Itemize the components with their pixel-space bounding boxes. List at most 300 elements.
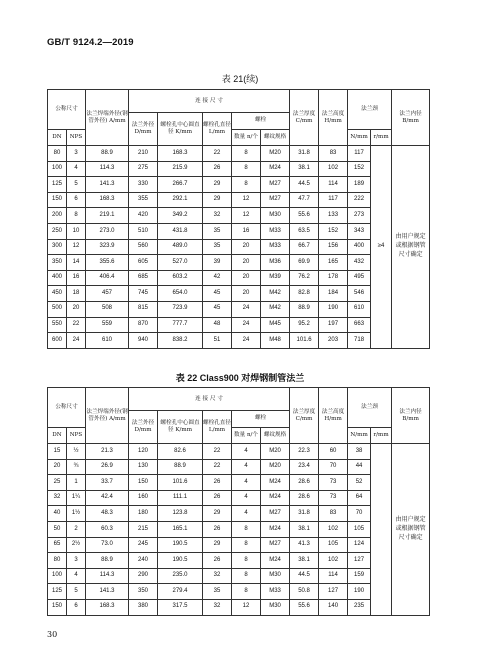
- neck-n-cell: 190: [348, 584, 371, 600]
- bolt-count-cell: 8: [232, 146, 261, 162]
- dn-cell: 500: [48, 301, 67, 317]
- nps-cell: 20: [67, 301, 86, 317]
- pipe-od-cell: 406.4: [86, 270, 129, 286]
- bolt-circle-cell: 215.9: [158, 161, 203, 177]
- bolt-hole-cell: 51: [203, 333, 232, 349]
- flange-od-cell: 215: [129, 521, 158, 537]
- nps-cell: 3: [67, 553, 86, 569]
- dn-cell: 15: [48, 444, 67, 460]
- bolt-count-cell: 12: [232, 599, 261, 615]
- bolt-thread-cell: M42: [261, 286, 290, 302]
- nps-cell: ¾: [67, 459, 86, 475]
- bolt-hole-cell: 26: [203, 161, 232, 177]
- bolt-circle-cell: 190.5: [158, 553, 203, 569]
- table-row: [48, 146, 430, 162]
- bolt-count-cell: 20: [232, 255, 261, 271]
- bolt-hole-cell: 26: [203, 521, 232, 537]
- bolt-count-header: 数量 n/个: [232, 427, 261, 444]
- table-22-caption: 表 22 Class900 对焊钢制管法兰: [175, 373, 305, 383]
- bolt-circle-cell: 489.0: [158, 239, 203, 255]
- pipe-od-cell: 42.4: [86, 490, 129, 506]
- height-cell: 114: [319, 568, 348, 584]
- thickness-header: 法兰厚度 C/mm: [290, 388, 319, 444]
- bolt-hole-cell: 29: [203, 177, 232, 193]
- thickness-cell: 44.5: [290, 177, 319, 193]
- height-cell: 197: [319, 317, 348, 333]
- bolt-hole-cell: 26: [203, 553, 232, 569]
- dn-cell: 125: [48, 584, 67, 600]
- dn-cell: 125: [48, 177, 67, 193]
- pipe-od-cell: 73.0: [86, 537, 129, 553]
- neck-r-cell: [371, 444, 392, 616]
- bolt-count-cell: 4: [232, 444, 261, 460]
- nps-cell: ½: [67, 444, 86, 460]
- height-cell: 60: [319, 444, 348, 460]
- flange-od-cell: 180: [129, 506, 158, 522]
- pipe-od-cell: 168.3: [86, 192, 129, 208]
- flange-od-cell: 560: [129, 239, 158, 255]
- bolt-thread-cell: M45: [261, 317, 290, 333]
- bolt-thread-cell: M30: [261, 208, 290, 224]
- flange-od-cell: 355: [129, 192, 158, 208]
- bolt-circle-cell: 349.2: [158, 208, 203, 224]
- dn-cell: 25: [48, 475, 67, 491]
- bolt-circle-cell: 654.0: [158, 286, 203, 302]
- flange-od-cell: 510: [129, 223, 158, 239]
- pipe-od-cell: 323.9: [86, 239, 129, 255]
- bolt-count-cell: 16: [232, 223, 261, 239]
- pipe-od-header: 法兰焊端外径(钢管外径) A/mm: [86, 90, 129, 146]
- dn-cell: 40: [48, 506, 67, 522]
- bolt-thread-cell: M30: [261, 568, 290, 584]
- thickness-header: 法兰厚度 C/mm: [290, 90, 319, 146]
- neck-header: 法兰颈: [348, 90, 392, 130]
- neck-n-cell: 343: [348, 223, 371, 239]
- height-cell: 184: [319, 286, 348, 302]
- bolt-count-cell: 8: [232, 537, 261, 553]
- neck-n-cell: 152: [348, 161, 371, 177]
- dn-header: DN: [48, 427, 67, 444]
- bolt-count-cell: 12: [232, 208, 261, 224]
- nps-header: NPS: [67, 129, 86, 146]
- neck-n-header: N/mm: [348, 129, 371, 146]
- dn-cell: 80: [48, 553, 67, 569]
- flange-od-cell: 120: [129, 444, 158, 460]
- thickness-cell: 47.7: [290, 192, 319, 208]
- nominal-size-header: 公称尺寸: [48, 90, 86, 130]
- bolt-header: 螺栓: [232, 113, 290, 130]
- neck-n-cell: 546: [348, 286, 371, 302]
- bolt-hole-cell: 45: [203, 301, 232, 317]
- neck-n-cell: 610: [348, 301, 371, 317]
- bolt-thread-cell: M36: [261, 255, 290, 271]
- bolt-count-cell: 20: [232, 239, 261, 255]
- bolt-count-cell: 24: [232, 333, 261, 349]
- dn-cell: 450: [48, 286, 67, 302]
- height-cell: 83: [319, 506, 348, 522]
- bolt-hole-cell: 32: [203, 599, 232, 615]
- bolt-thread-cell: M42: [261, 301, 290, 317]
- dn-cell: 550: [48, 317, 67, 333]
- nps-header: NPS: [67, 427, 86, 444]
- nps-cell: 4: [67, 161, 86, 177]
- bolt-thread-header: 螺纹规格: [261, 427, 290, 444]
- bolt-thread-cell: M27: [261, 177, 290, 193]
- neck-n-cell: 495: [348, 270, 371, 286]
- bolt-hole-cell: 42: [203, 270, 232, 286]
- bolt-circle-cell: 777.7: [158, 317, 203, 333]
- bolt-hole-cell: 48: [203, 317, 232, 333]
- table-22-body: [48, 444, 430, 616]
- bolt-thread-cell: M33: [261, 223, 290, 239]
- pipe-od-cell: 88.9: [86, 553, 129, 569]
- dn-cell: 32: [48, 490, 67, 506]
- thickness-cell: 31.8: [290, 146, 319, 162]
- bolt-thread-cell: M24: [261, 490, 290, 506]
- bolt-thread-cell: M20: [261, 146, 290, 162]
- bolt-count-cell: 12: [232, 192, 261, 208]
- bolt-hole-cell: 39: [203, 255, 232, 271]
- bore-header: 法兰内径 B/mm: [392, 388, 430, 444]
- dn-cell: 150: [48, 192, 67, 208]
- pipe-od-cell: 21.3: [86, 444, 129, 460]
- bolt-circle-cell: 723.9: [158, 301, 203, 317]
- bolt-circle-cell: 235.0: [158, 568, 203, 584]
- height-cell: 190: [319, 301, 348, 317]
- neck-n-cell: 117: [348, 146, 371, 162]
- thickness-cell: 23.4: [290, 459, 319, 475]
- table-21: [47, 89, 430, 349]
- bolt-count-cell: 4: [232, 490, 261, 506]
- flange-od-cell: 420: [129, 208, 158, 224]
- nps-cell: 5: [67, 177, 86, 193]
- thickness-cell: 95.2: [290, 317, 319, 333]
- bolt-circle-header: 螺栓孔中心圆直径 K/mm: [158, 411, 203, 444]
- pipe-od-cell: 168.3: [86, 599, 129, 615]
- neck-n-cell: 273: [348, 208, 371, 224]
- dn-cell: 400: [48, 270, 67, 286]
- bolt-circle-cell: 190.5: [158, 537, 203, 553]
- bolt-thread-cell: M33: [261, 239, 290, 255]
- bolt-hole-cell: 45: [203, 286, 232, 302]
- flange-od-cell: 160: [129, 490, 158, 506]
- bolt-thread-cell: M24: [261, 553, 290, 569]
- pipe-od-header: 法兰焊端外径(钢管外径) A/mm: [86, 388, 129, 444]
- thickness-cell: 28.6: [290, 490, 319, 506]
- pipe-od-cell: 48.3: [86, 506, 129, 522]
- bolt-circle-cell: 317.5: [158, 599, 203, 615]
- nps-cell: 16: [67, 270, 86, 286]
- neck-n-cell: 222: [348, 192, 371, 208]
- thickness-cell: 69.9: [290, 255, 319, 271]
- height-cell: 117: [319, 192, 348, 208]
- neck-n-cell: 235: [348, 599, 371, 615]
- bolt-thread-cell: M27: [261, 537, 290, 553]
- dn-cell: 50: [48, 521, 67, 537]
- pipe-od-cell: 610: [86, 333, 129, 349]
- dn-cell: 300: [48, 239, 67, 255]
- bolt-circle-cell: 838.2: [158, 333, 203, 349]
- flange-od-cell: 815: [129, 301, 158, 317]
- nps-cell: 3: [67, 146, 86, 162]
- bolt-hole-cell: 35: [203, 584, 232, 600]
- neck-n-cell: 159: [348, 568, 371, 584]
- dn-cell: 65: [48, 537, 67, 553]
- flange-od-cell: 745: [129, 286, 158, 302]
- height-cell: 73: [319, 475, 348, 491]
- bolt-hole-cell: 29: [203, 506, 232, 522]
- pipe-od-cell: 88.9: [86, 146, 129, 162]
- neck-n-cell: 127: [348, 553, 371, 569]
- neck-n-cell: 64: [348, 490, 371, 506]
- height-cell: 127: [319, 584, 348, 600]
- thickness-cell: 28.6: [290, 475, 319, 491]
- height-cell: 156: [319, 239, 348, 255]
- pipe-od-cell: 141.3: [86, 177, 129, 193]
- height-cell: 70: [319, 459, 348, 475]
- nps-cell: 2½: [67, 537, 86, 553]
- thickness-cell: 82.8: [290, 286, 319, 302]
- bolt-hole-cell: 32: [203, 208, 232, 224]
- nps-cell: 22: [67, 317, 86, 333]
- flange-od-cell: 150: [129, 475, 158, 491]
- flange-od-cell: 130: [129, 459, 158, 475]
- standard-number: GB/T 9124.2—2019: [47, 37, 134, 48]
- thickness-cell: 22.3: [290, 444, 319, 460]
- bolt-hole-header: 螺栓孔直径 L/mm: [203, 411, 232, 444]
- dn-cell: 20: [48, 459, 67, 475]
- bolt-hole-cell: 22: [203, 444, 232, 460]
- height-header: 法兰高度 H/mm: [319, 388, 348, 444]
- connection-dims-header: 连 接 尺 寸: [129, 90, 290, 113]
- flange-od-cell: 240: [129, 553, 158, 569]
- bolt-count-cell: 24: [232, 317, 261, 333]
- thickness-cell: 38.1: [290, 161, 319, 177]
- pipe-od-cell: 60.3: [86, 521, 129, 537]
- thickness-cell: 55.6: [290, 208, 319, 224]
- neck-n-cell: 70: [348, 506, 371, 522]
- table-21-body: [48, 146, 430, 349]
- bolt-circle-cell: 279.4: [158, 584, 203, 600]
- thickness-cell: 31.8: [290, 506, 319, 522]
- pipe-od-cell: 26.9: [86, 459, 129, 475]
- bolt-circle-cell: 165.1: [158, 521, 203, 537]
- height-cell: 102: [319, 553, 348, 569]
- bolt-thread-cell: M24: [261, 475, 290, 491]
- thickness-cell: 50.8: [290, 584, 319, 600]
- thickness-cell: 44.5: [290, 568, 319, 584]
- bolt-circle-cell: 266.7: [158, 177, 203, 193]
- bolt-thread-cell: M24: [261, 521, 290, 537]
- height-cell: 140: [319, 599, 348, 615]
- connection-dims-header: 连 接 尺 寸: [129, 388, 290, 411]
- bolt-thread-cell: M20: [261, 459, 290, 475]
- neck-n-header: N/mm: [348, 427, 371, 444]
- bolt-circle-cell: 603.2: [158, 270, 203, 286]
- nps-cell: 18: [67, 286, 86, 302]
- height-cell: 178: [319, 270, 348, 286]
- nominal-size-header: 公称尺寸: [48, 388, 86, 428]
- bolt-thread-cell: M48: [261, 333, 290, 349]
- bolt-circle-cell: 292.1: [158, 192, 203, 208]
- neck-n-cell: 432: [348, 255, 371, 271]
- bolt-circle-cell: 82.6: [158, 444, 203, 460]
- bolt-header: 螺栓: [232, 411, 290, 428]
- bolt-hole-cell: 26: [203, 490, 232, 506]
- bolt-circle-cell: 527.0: [158, 255, 203, 271]
- bolt-hole-cell: 22: [203, 146, 232, 162]
- bore-note-cell: 由用户规定或根据钢管尺寸确定: [392, 146, 430, 349]
- height-cell: 83: [319, 146, 348, 162]
- bolt-count-header: 数量 n/个: [232, 129, 261, 146]
- pipe-od-cell: 114.3: [86, 161, 129, 177]
- bolt-count-cell: 20: [232, 270, 261, 286]
- neck-n-cell: 400: [348, 239, 371, 255]
- pipe-od-cell: 355.6: [86, 255, 129, 271]
- thickness-cell: 38.1: [290, 521, 319, 537]
- neck-n-cell: 718: [348, 333, 371, 349]
- dn-cell: 100: [48, 568, 67, 584]
- pipe-od-cell: 141.3: [86, 584, 129, 600]
- bolt-count-cell: 24: [232, 301, 261, 317]
- bolt-count-cell: 4: [232, 459, 261, 475]
- neck-header: 法兰颈: [348, 388, 392, 428]
- dn-cell: 350: [48, 255, 67, 271]
- height-cell: 105: [319, 537, 348, 553]
- bolt-circle-cell: 101.6: [158, 475, 203, 491]
- neck-r-header: r/mm: [371, 427, 392, 444]
- flange-od-cell: 290: [129, 568, 158, 584]
- flange-od-header: 法兰外径 D/mm: [129, 113, 158, 146]
- nps-cell: 8: [67, 208, 86, 224]
- neck-n-cell: 52: [348, 475, 371, 491]
- height-cell: 114: [319, 177, 348, 193]
- flange-od-cell: 275: [129, 161, 158, 177]
- bolt-hole-cell: 22: [203, 459, 232, 475]
- flange-od-header: 法兰外径 D/mm: [129, 411, 158, 444]
- thickness-cell: 66.7: [290, 239, 319, 255]
- nps-cell: 14: [67, 255, 86, 271]
- pipe-od-cell: 457: [86, 286, 129, 302]
- bolt-circle-cell: 168.3: [158, 146, 203, 162]
- bolt-thread-cell: M33: [261, 584, 290, 600]
- nps-cell: 24: [67, 333, 86, 349]
- nps-cell: 1¼: [67, 490, 86, 506]
- flange-od-cell: 350: [129, 584, 158, 600]
- bolt-count-cell: 8: [232, 161, 261, 177]
- nps-cell: 1: [67, 475, 86, 491]
- bolt-thread-header: 螺纹规格: [261, 129, 290, 146]
- flange-od-cell: 605: [129, 255, 158, 271]
- bolt-thread-cell: M39: [261, 270, 290, 286]
- bolt-count-cell: 8: [232, 568, 261, 584]
- nps-cell: 4: [67, 568, 86, 584]
- neck-r-header: r/mm: [371, 129, 392, 146]
- thickness-cell: 41.3: [290, 537, 319, 553]
- flange-od-cell: 330: [129, 177, 158, 193]
- bolt-count-cell: 8: [232, 177, 261, 193]
- height-header: 法兰高度 H/mm: [319, 90, 348, 146]
- bolt-hole-header: 螺栓孔直径 L/mm: [203, 113, 232, 146]
- bolt-circle-header: 螺栓孔中心圆直径 K/mm: [158, 113, 203, 146]
- bolt-thread-cell: M27: [261, 506, 290, 522]
- neck-n-cell: 105: [348, 521, 371, 537]
- bore-header: 法兰内径 B/mm: [392, 90, 430, 146]
- bolt-thread-cell: M20: [261, 444, 290, 460]
- height-cell: 152: [319, 223, 348, 239]
- neck-n-cell: 44: [348, 459, 371, 475]
- flange-od-cell: 685: [129, 270, 158, 286]
- bolt-circle-cell: 123.8: [158, 506, 203, 522]
- thickness-cell: 63.5: [290, 223, 319, 239]
- bolt-thread-cell: M24: [261, 161, 290, 177]
- bolt-count-cell: 8: [232, 584, 261, 600]
- pipe-od-cell: 114.3: [86, 568, 129, 584]
- bolt-count-cell: 4: [232, 475, 261, 491]
- dn-cell: 150: [48, 599, 67, 615]
- dn-cell: 200: [48, 208, 67, 224]
- height-cell: 133: [319, 208, 348, 224]
- pipe-od-cell: 33.7: [86, 475, 129, 491]
- dn-cell: 80: [48, 146, 67, 162]
- thickness-cell: 76.2: [290, 270, 319, 286]
- bore-note-cell: 由用户规定或根据钢管尺寸确定: [392, 444, 430, 616]
- dn-cell: 100: [48, 161, 67, 177]
- bolt-count-cell: 8: [232, 521, 261, 537]
- bolt-hole-cell: 29: [203, 192, 232, 208]
- bolt-hole-cell: 29: [203, 537, 232, 553]
- neck-n-cell: 124: [348, 537, 371, 553]
- bolt-circle-cell: 431.8: [158, 223, 203, 239]
- bolt-hole-cell: 32: [203, 568, 232, 584]
- flange-od-cell: 245: [129, 537, 158, 553]
- bolt-hole-cell: 35: [203, 223, 232, 239]
- dn-header: DN: [48, 129, 67, 146]
- height-cell: 203: [319, 333, 348, 349]
- dn-cell: 250: [48, 223, 67, 239]
- bolt-thread-cell: M27: [261, 192, 290, 208]
- pipe-od-cell: 508: [86, 301, 129, 317]
- bolt-count-cell: 8: [232, 553, 261, 569]
- thickness-cell: 38.1: [290, 553, 319, 569]
- table-21-caption: 表 21(续): [221, 74, 259, 84]
- height-cell: 102: [319, 161, 348, 177]
- nps-cell: 6: [67, 599, 86, 615]
- bolt-circle-cell: 88.9: [158, 459, 203, 475]
- neck-n-cell: 663: [348, 317, 371, 333]
- bolt-count-cell: 4: [232, 506, 261, 522]
- page-number: 30: [47, 630, 58, 639]
- pipe-od-cell: 559: [86, 317, 129, 333]
- height-cell: 102: [319, 521, 348, 537]
- nps-cell: 12: [67, 239, 86, 255]
- bolt-count-cell: 20: [232, 286, 261, 302]
- thickness-cell: 55.6: [290, 599, 319, 615]
- height-cell: 73: [319, 490, 348, 506]
- pipe-od-cell: 273.0: [86, 223, 129, 239]
- flange-od-cell: 940: [129, 333, 158, 349]
- dn-cell: 600: [48, 333, 67, 349]
- nps-cell: 10: [67, 223, 86, 239]
- nps-cell: 1½: [67, 506, 86, 522]
- table-row: [48, 444, 430, 460]
- thickness-cell: 88.9: [290, 301, 319, 317]
- neck-n-cell: 189: [348, 177, 371, 193]
- flange-od-cell: 870: [129, 317, 158, 333]
- height-cell: 165: [319, 255, 348, 271]
- bolt-hole-cell: 35: [203, 239, 232, 255]
- flange-od-cell: 210: [129, 146, 158, 162]
